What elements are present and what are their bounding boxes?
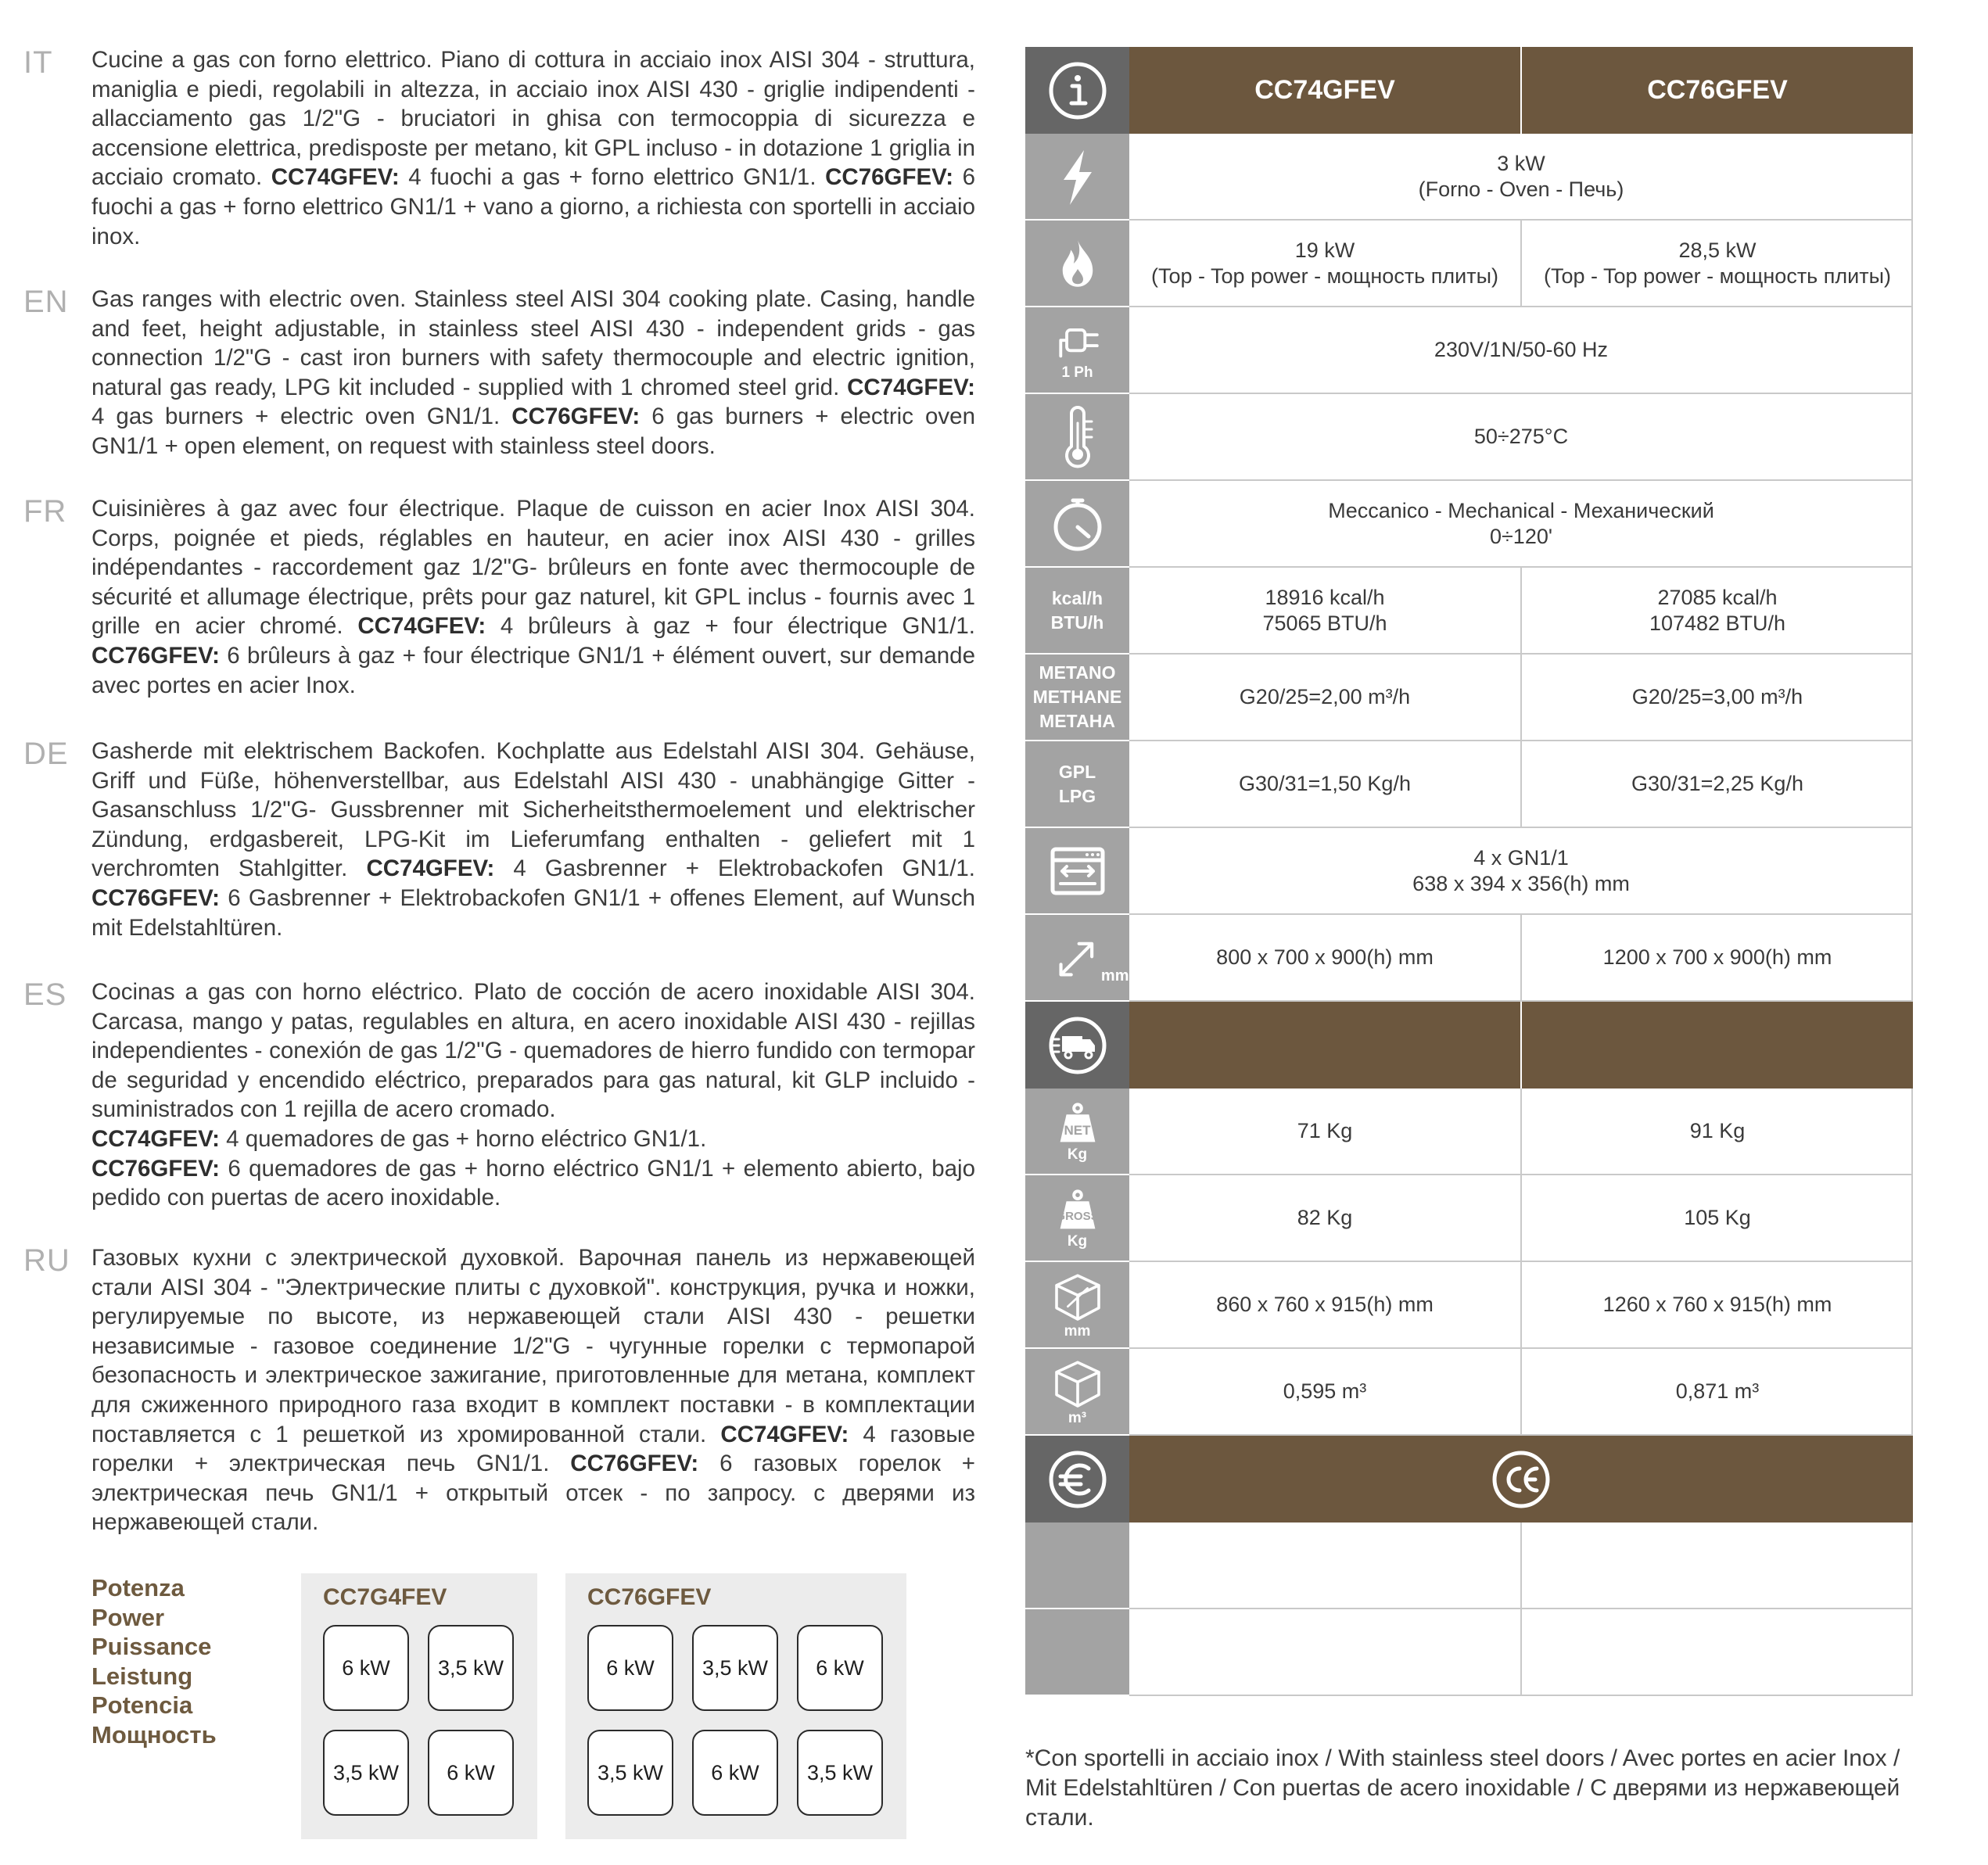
value-line: 0,595 m³ [1283,1379,1367,1403]
icon-badge: NET [1064,1122,1091,1138]
burner-panel-title: CC7G4FEV [323,1584,447,1610]
value-line: 82 Kg [1297,1206,1353,1229]
spec-row [1025,1262,1913,1349]
gross-weight-icon [1025,1175,1129,1262]
value-area [1129,568,1913,655]
value-cell [1520,1175,1913,1261]
icon-label: МЕТАНА [1039,711,1115,731]
value-area [1129,481,1913,568]
value-cell [1520,221,1913,306]
value-area [1129,915,1913,1002]
value-line: 50÷275°C [1473,425,1569,448]
value-cell [1129,915,1520,1000]
description-text: Газовых кухни с электрической духовкой. Варочная панель из нержавеющей стали AISI 304 - "Электрические плиты с духовкой". конструкция, ручка и ножки, регулируемые по высоте, из нержавеющей стали AISI 430 - решетки независимые - газовое соединение 1/2"G - чугунные горелки с термопарой безопасность и электрическое зажигание, приготовленные для метана, комплект для сжиженного природного газа входит в комплект поставки - в комплектации поставляется с 1 решеткой из хромированной стали. CC74GFEV: 4 газовые горелки + электрическая печь GN1/1. CC76GFEV: 6 газовых горелок + электрическая печь GN1/1 + открытый отсек - по запросу. с дверями из нержавеющей стали. [92,1245,976,1536]
spec-row [1025,221,1913,307]
value-line: 28,5 kW [1678,238,1757,262]
value-area [1129,655,1913,741]
spec-row [1025,1349,1913,1436]
model-header [1520,47,1913,134]
value-line: G30/31=2,25 Kg/h [1631,772,1803,795]
value-cell [1520,1089,1913,1174]
plug-icon [1025,307,1129,394]
lpg-icon [1025,741,1129,828]
value-cell [1129,221,1520,306]
burner-power: 6 kW [587,1625,673,1711]
spec-row [1025,134,1913,221]
value-line: 1200 x 700 x 900(h) mm [1602,945,1832,969]
spec-row [1025,655,1913,741]
value-line: 800 x 700 x 900(h) mm [1216,945,1434,969]
spec-row [1025,1175,1913,1262]
dimensions-icon [1025,915,1129,1002]
value-line: G30/31=1,50 Kg/h [1239,772,1411,795]
value-cell [1520,1349,1913,1434]
power-label: Potenza [92,1574,185,1601]
value-cell [1520,1609,1913,1695]
description-text: Cuisinières à gaz avec four électrique. Plaque de cuisson en acier Inox AISI 304. Corps, poignée et pieds, réglables en hauteur, en acier inox AISI 430 - grilles indépendantes - raccordement gaz 1/2"G- brûleurs en fonte avec thermocouple de sécurité et allumage électrique, prêts pour gaz naturel, kit GPL inclus - fournis avec 1 grille en acier chromé. CC74GFEV: 4 brûleurs à gaz + four électrique GN1/1. CC76GFEV: 6 brûleurs à gaz + four électrique GN1/1 + élément ouvert, sur demande avec portes en acier Inox. [92,496,975,698]
value-line: 91 Kg [1689,1119,1746,1142]
value-line: G20/25=3,00 m³/h [1631,685,1803,708]
spec-row [1025,1002,1913,1089]
value-line: 0÷120' [1489,524,1553,548]
power-label: Potencia [92,1691,193,1720]
description-text: Gasherde mit elektrischem Backofen. Kochplatte aus Edelstahl AISI 304. Gehäuse, Griff und Füße, höhenverstellbar, aus Edelstahl AISI 430 - unabhängige Gitter - Gasanschluss 1/2"G- Gussbrenner mit Sicherheitsthermoelement und elektrischer Zündung, erdgasbereit, LPG-Kit im Lieferumfang enthalten - geliefert mit 1 verchromten Stahlgitter. CC74GFEV: 4 Gasbrenner + Elektrobackofen GN1/1. CC76GFEV: 6 Gasbrenner + Elektrobackofen GN1/1 + offenes Element, auf Wunsch mit Edelstahltüren. [92,738,975,941]
value-area [1129,741,1913,828]
oven-icon [1025,828,1129,915]
value-cell [1129,394,1913,479]
spec-row [1025,741,1913,828]
kcal-icon [1025,568,1129,655]
value-line: 27085 kcal/h [1657,585,1778,609]
value-line: 18916 kcal/h [1265,585,1385,609]
language-code: ES [23,977,67,1012]
value-line: 860 x 760 x 915(h) mm [1216,1293,1434,1316]
value-cell [1129,1175,1520,1261]
power-labels [92,1573,217,1750]
package-volume-icon [1025,1349,1129,1436]
icon-unit: mm [1100,967,1129,985]
icon-unit: m³ [1068,1409,1087,1426]
language-code: EN [23,285,69,319]
value-cell [1129,568,1520,653]
value-area [1129,1089,1913,1175]
value-line: 105 Kg [1684,1206,1751,1229]
value-cell [1520,741,1913,827]
value-area [1129,221,1913,307]
value-line: (Top - Top power - мощность плиты) [1544,264,1891,288]
spec-row [1025,307,1913,394]
value-cell [1520,655,1913,740]
burner-power: 6 kW [428,1730,514,1816]
icon-label: kcal/h [1051,587,1103,608]
icon-unit: mm [1064,1322,1091,1340]
value-area [1129,1002,1913,1089]
spec-row [1025,1609,1913,1696]
value-cell [1129,481,1913,566]
euro-icon [1025,1436,1129,1522]
value-cell [1129,655,1520,740]
value-cell [1129,1002,1520,1089]
language-code: IT [23,45,53,80]
value-line: 71 Kg [1297,1119,1353,1142]
burner-power: 6 kW [323,1625,409,1711]
burner-power: 3,5 kW [587,1730,673,1816]
value-line: 230V/1N/50-60 Hz [1434,338,1609,361]
value-line: 3 kW [1497,151,1545,175]
icon-unit: Kg [1067,1232,1088,1250]
value-area [1129,1436,1913,1522]
flame-icon [1025,221,1129,307]
value-cell [1129,1609,1520,1695]
value-area [1129,1609,1913,1696]
value-cell [1129,828,1913,913]
burner-power: 3,5 kW [692,1625,778,1711]
value-area [1129,307,1913,394]
spec-row [1025,1522,1913,1609]
value-cell [1520,568,1913,653]
spec-row [1025,1436,1913,1522]
description-text: Cocinas a gas con horno eléctrico. Plato de cocción de acero inoxidable AISI 304. Carcasa, mango y patas, regulables en altura, en acero inoxidable AISI 430 - rejillas independientes - conexión de gas 1/2"G - quemadores de hierro fundido con termopar de seguridad y encendido eléctrico, preparados para gas natural, kit GLP incluido - suministrados con 1 rejilla de acero cromado. CC74GFEV: 4 quemadores de gas + horno eléctrico GN1/1. CC76GFEV: 6 quemadores de gas + horno eléctrico GN1/1 + elemento abierto, bajo pedido con puertas de acero inoxidable. [92,979,975,1211]
model-header [1129,47,1520,134]
value-cell [1520,915,1913,1000]
icon-unit: 1 Ph [1061,364,1093,381]
spec-row [1025,568,1913,655]
thermometer-icon [1025,394,1129,481]
icon-label: METANO [1039,662,1116,683]
value-line: CC76GFEV [1647,75,1788,105]
description-text: Cucine a gas con forno elettrico. Piano di cottura in acciaio inox AISI 304 - struttura, maniglia e piedi, regolabili in altezza, in acciaio inox AISI 430 - griglie indipendenti - allacciamento gas 1/2"G - bruciatori in ghisa con termocoppia di sicurezza e accensione elettrica, predisposte per metano, kit GPL incluso - in dotazione 1 griglia in acciaio cromato. CC74GFEV: 4 fuochi a gas + forno elettrico GN1/1. CC76GFEV: 6 fuochi a gas + forno elettrico GN1/1 + vano a giorno, a richiesta con sportelli in acciaio inox. [92,47,976,249]
value-line: CC74GFEV [1254,75,1395,105]
icon-cell [1025,1522,1129,1609]
value-cell [1129,1262,1520,1347]
burner-power: 6 kW [797,1625,883,1711]
spec-row [1025,47,1913,134]
value-area [1129,1349,1913,1436]
value-cell [1520,1522,1913,1608]
value-cell [1129,134,1913,219]
power-label: Мощность [92,1720,217,1748]
value-area [1129,1262,1913,1349]
burner-power: 6 kW [692,1730,778,1816]
value-cell [1129,1522,1520,1608]
spec-row [1025,1089,1913,1175]
value-cell [1129,1349,1520,1434]
value-cell [1520,1262,1913,1347]
language-code: DE [23,737,69,771]
value-area [1129,1522,1913,1609]
value-line: 19 kW [1294,238,1355,262]
power-label: Power [92,1603,165,1631]
value-line: (Top - Top power - мощность плиты) [1151,264,1498,288]
value-line: 75065 BTU/h [1262,611,1387,635]
icon-unit: Kg [1067,1146,1088,1163]
value-line: (Forno - Oven - Печь) [1418,177,1624,201]
footnote: *Con sportelli in acciaio inox / With stainless steel doors / Avec portes en acier Inox / Mit Edelstahltüren / Con puertas de acero inoxidable / С дверями из нержавеющей стали. [1025,1745,1900,1831]
value-line: 0,871 m³ [1675,1379,1760,1403]
value-area [1129,47,1913,134]
icon-badge: GROSS [1056,1209,1099,1223]
value-line: 638 x 394 x 356(h) mm [1412,871,1630,895]
value-line: 1260 x 760 x 915(h) mm [1602,1293,1832,1316]
burner-panel-cc7g4fev [301,1573,537,1839]
language-code: FR [23,494,67,529]
value-area [1129,828,1913,915]
value-cell [1129,741,1520,827]
spec-row [1025,828,1913,915]
value-area [1129,394,1913,481]
icon-label: GPL [1058,761,1096,782]
burner-power: 3,5 kW [797,1730,883,1816]
value-line: Meccanico - Mechanical - Механический [1328,498,1714,522]
net-weight-icon [1025,1089,1129,1175]
burner-panel-cc76gfev [565,1573,906,1839]
icon-label: LPG [1058,785,1096,806]
value-cell [1520,1002,1913,1089]
value-cell [1129,1089,1520,1174]
power-label: Puissance [92,1633,212,1661]
icon-label: METHANE [1032,687,1122,707]
value-line: 107482 BTU/h [1649,611,1786,635]
icon-cell [1025,1609,1129,1696]
spec-row [1025,394,1913,481]
burner-power: 3,5 kW [428,1625,514,1711]
description-text: Gas ranges with electric oven. Stainless steel AISI 304 cooking plate. Casing, handle and feet, height adjustable, in stainless steel AISI 430 - independent grids - gas connection 1/2"G - cast iron burners with safety thermocouple and electric ignition, natural gas ready, LPG kit included - supplied with 1 chromed steel grid. CC74GFEV: 4 gas burners + electric oven GN1/1. CC76GFEV: 6 gas burners + electric oven GN1/1 + open element, on request with stainless steel doors. [92,286,975,459]
value-area [1129,134,1913,221]
timer-icon [1025,481,1129,568]
spec-row [1025,915,1913,1002]
icon-label: BTU/h [1050,612,1104,633]
burner-panel-title: CC76GFEV [587,1584,712,1610]
value-line: G20/25=2,00 m³/h [1239,685,1411,708]
methane-icon [1025,655,1129,741]
delivery-truck-icon [1025,1002,1129,1089]
lightning-icon [1025,134,1129,221]
burner-power: 3,5 kW [323,1730,409,1816]
value-cell [1129,307,1913,393]
value-area [1129,1175,1913,1262]
value-line: 4 x GN1/1 [1473,845,1569,870]
package-dimensions-icon [1025,1262,1129,1349]
info-icon [1025,47,1129,134]
power-label: Leistung [92,1662,193,1690]
language-code: RU [23,1243,70,1278]
ce-mark-icon [1129,1436,1913,1522]
spec-row [1025,481,1913,568]
